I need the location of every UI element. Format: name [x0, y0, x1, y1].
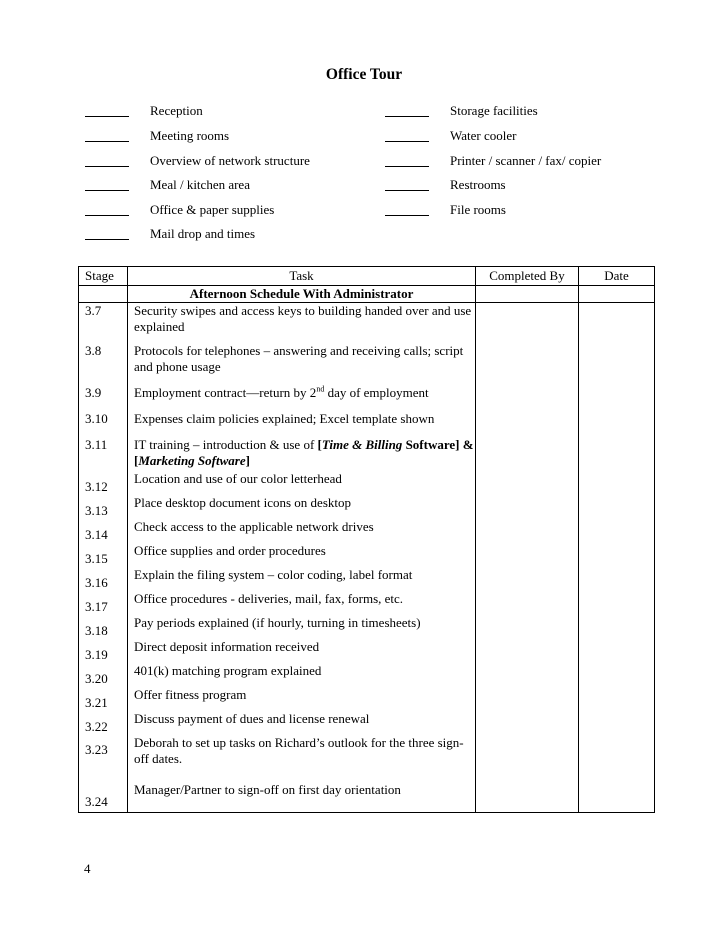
date-cell[interactable]: [579, 615, 655, 639]
stage-cell: 3.18: [79, 615, 128, 639]
task-cell: [128, 383, 476, 409]
tour-item-label: Meal / kitchen area: [150, 177, 250, 192]
stage-cell: 3.16: [79, 567, 128, 591]
task-text: IT training – introduction & use of: [134, 437, 318, 452]
table-row: [79, 303, 655, 344]
task-cell: Offer fitness program: [128, 687, 476, 711]
table-row: [79, 615, 655, 639]
task-cell: [128, 435, 476, 471]
header-task: Task: [128, 267, 476, 286]
stage-cell: 3.7: [79, 303, 128, 344]
task-cell: Discuss payment of dues and license renewal: [128, 711, 476, 735]
stage-cell: 3.24: [79, 782, 128, 813]
completed-by-cell[interactable]: [476, 687, 579, 711]
date-cell[interactable]: [579, 735, 655, 782]
date-cell[interactable]: [579, 435, 655, 471]
checkbox-blank[interactable]: [85, 225, 129, 240]
tour-item-label: Reception: [150, 103, 203, 118]
checkbox-blank[interactable]: [85, 201, 129, 216]
checkbox-blank[interactable]: [385, 152, 429, 167]
stage-cell: 3.21: [79, 687, 128, 711]
task-cell: Pay periods explained (if hourly, turning in timesheets): [128, 615, 476, 639]
task-cell: Explain the filing system – color coding, label format: [128, 567, 476, 591]
table-row: [79, 435, 655, 471]
table-row: [79, 383, 655, 409]
checkbox-blank[interactable]: [385, 127, 429, 142]
table-row: [79, 409, 655, 435]
stage-cell: 3.17: [79, 591, 128, 615]
stage-cell: 3.8: [79, 343, 128, 383]
task-text: day of employment: [324, 385, 429, 400]
task-cell: Office supplies and order procedures: [128, 543, 476, 567]
completed-by-cell[interactable]: [476, 303, 579, 344]
table-row: [79, 735, 655, 782]
date-cell[interactable]: [579, 663, 655, 687]
task-cell: Location and use of our color letterhead: [128, 471, 476, 495]
table-row: [79, 687, 655, 711]
tour-item-label: Overview of network structure: [150, 153, 310, 168]
table-row: [79, 663, 655, 687]
completed-by-cell[interactable]: [476, 615, 579, 639]
completed-by-cell[interactable]: [476, 471, 579, 495]
table-row: [79, 519, 655, 543]
stage-cell: 3.13: [79, 495, 128, 519]
date-cell[interactable]: [579, 591, 655, 615]
table-row: [79, 639, 655, 663]
stage-cell: 3.9: [79, 383, 128, 409]
task-cell: Security swipes and access keys to building handed over and use explained: [128, 303, 476, 344]
task-text-bold: ]: [245, 453, 250, 468]
tour-item-label: Water cooler: [450, 128, 517, 143]
header-stage: Stage: [79, 267, 128, 286]
schedule-table: [78, 266, 655, 813]
table-header-row: [79, 267, 655, 286]
section-completed-cell: [476, 286, 579, 303]
date-cell[interactable]: [579, 639, 655, 663]
stage-cell: 3.14: [79, 519, 128, 543]
tour-item-label: Mail drop and times: [150, 226, 256, 241]
table-row: [79, 567, 655, 591]
stage-cell: 3.19: [79, 639, 128, 663]
table-row: [79, 782, 655, 813]
completed-by-cell[interactable]: [476, 495, 579, 519]
checkbox-blank[interactable]: [85, 102, 129, 117]
stage-cell: 3.11: [79, 435, 128, 471]
tour-item-label: File rooms: [450, 202, 506, 217]
stage-cell: 3.20: [79, 663, 128, 687]
task-cell: Direct deposit information received: [128, 639, 476, 663]
stage-cell: 3.10: [79, 409, 128, 435]
stage-cell: 3.12: [79, 471, 128, 495]
date-cell[interactable]: [579, 687, 655, 711]
date-cell[interactable]: [579, 782, 655, 813]
task-text-bold-italic: Time & Billing: [321, 437, 403, 452]
task-cell: Protocols for telephones – answering and receiving calls; script and phone usage: [128, 343, 476, 383]
date-cell[interactable]: [579, 471, 655, 495]
date-cell[interactable]: [579, 543, 655, 567]
completed-by-cell[interactable]: [476, 383, 579, 409]
checkbox-blank[interactable]: [85, 127, 129, 142]
completed-by-cell[interactable]: [476, 591, 579, 615]
task-cell: Expenses claim policies explained; Excel template shown: [128, 409, 476, 435]
completed-by-cell[interactable]: [476, 519, 579, 543]
stage-cell: 3.22: [79, 711, 128, 735]
tour-item-label: Printer / scanner / fax/ copier: [450, 153, 602, 168]
date-cell[interactable]: [579, 711, 655, 735]
table-row: [79, 495, 655, 519]
stage-cell: 3.23: [79, 735, 128, 782]
completed-by-cell[interactable]: [476, 435, 579, 471]
tour-item-label: Meeting rooms: [150, 128, 230, 143]
completed-by-cell[interactable]: [476, 409, 579, 435]
page-number: 4: [84, 861, 91, 876]
date-cell[interactable]: [579, 303, 655, 344]
date-cell[interactable]: [579, 495, 655, 519]
section-date-cell: [579, 286, 655, 303]
checkbox-blank[interactable]: [385, 176, 429, 191]
header-date: Date: [579, 267, 655, 286]
task-cell: Check access to the applicable network drives: [128, 519, 476, 543]
completed-by-cell[interactable]: [476, 343, 579, 383]
completed-by-cell[interactable]: [476, 663, 579, 687]
task-text: Employment contract—return by 2: [134, 385, 317, 400]
table-row: [79, 543, 655, 567]
checkbox-blank[interactable]: [385, 102, 429, 117]
task-cell: Deborah to set up tasks on Richard’s outlook for the three sign-off dates.: [128, 735, 476, 782]
date-cell[interactable]: [579, 567, 655, 591]
tour-item-label: Storage facilities: [450, 103, 538, 118]
table-row: [79, 471, 655, 495]
task-cell: 401(k) matching program explained: [128, 663, 476, 687]
checkbox-blank[interactable]: [85, 176, 129, 191]
page-title: Office Tour: [325, 66, 403, 83]
table-row: [79, 711, 655, 735]
tour-item-label: Restrooms: [450, 177, 506, 192]
date-cell[interactable]: [579, 409, 655, 435]
checkbox-blank[interactable]: [85, 152, 129, 167]
completed-by-cell[interactable]: [476, 735, 579, 782]
task-text-bold: [: [317, 437, 322, 452]
header-completed-by: Completed By: [476, 267, 579, 286]
task-text-bold-italic: Marketing Software: [138, 453, 246, 468]
stage-cell: 3.15: [79, 543, 128, 567]
table-row: [79, 591, 655, 615]
date-cell[interactable]: [579, 343, 655, 383]
completed-by-cell[interactable]: [476, 543, 579, 567]
task-cell: Manager/Partner to sign-off on first day orientation: [128, 782, 476, 813]
completed-by-cell[interactable]: [476, 639, 579, 663]
completed-by-cell[interactable]: [476, 567, 579, 591]
section-row: [79, 286, 655, 303]
table-row: [79, 343, 655, 383]
date-cell[interactable]: [579, 383, 655, 409]
task-text-bold: Software] & [: [134, 437, 474, 468]
date-cell[interactable]: [579, 519, 655, 543]
tour-item-label: Office & paper supplies: [150, 202, 275, 217]
task-cell: Office procedures - deliveries, mail, fax, forms, etc.: [128, 591, 476, 615]
checkbox-blank[interactable]: [385, 201, 429, 216]
section-title: Afternoon Schedule With Administrator: [128, 286, 476, 303]
task-cell: Place desktop document icons on desktop: [128, 495, 476, 519]
completed-by-cell[interactable]: [476, 711, 579, 735]
section-stage-cell: [79, 286, 128, 303]
completed-by-cell[interactable]: [476, 782, 579, 813]
task-superscript: nd: [316, 384, 325, 394]
